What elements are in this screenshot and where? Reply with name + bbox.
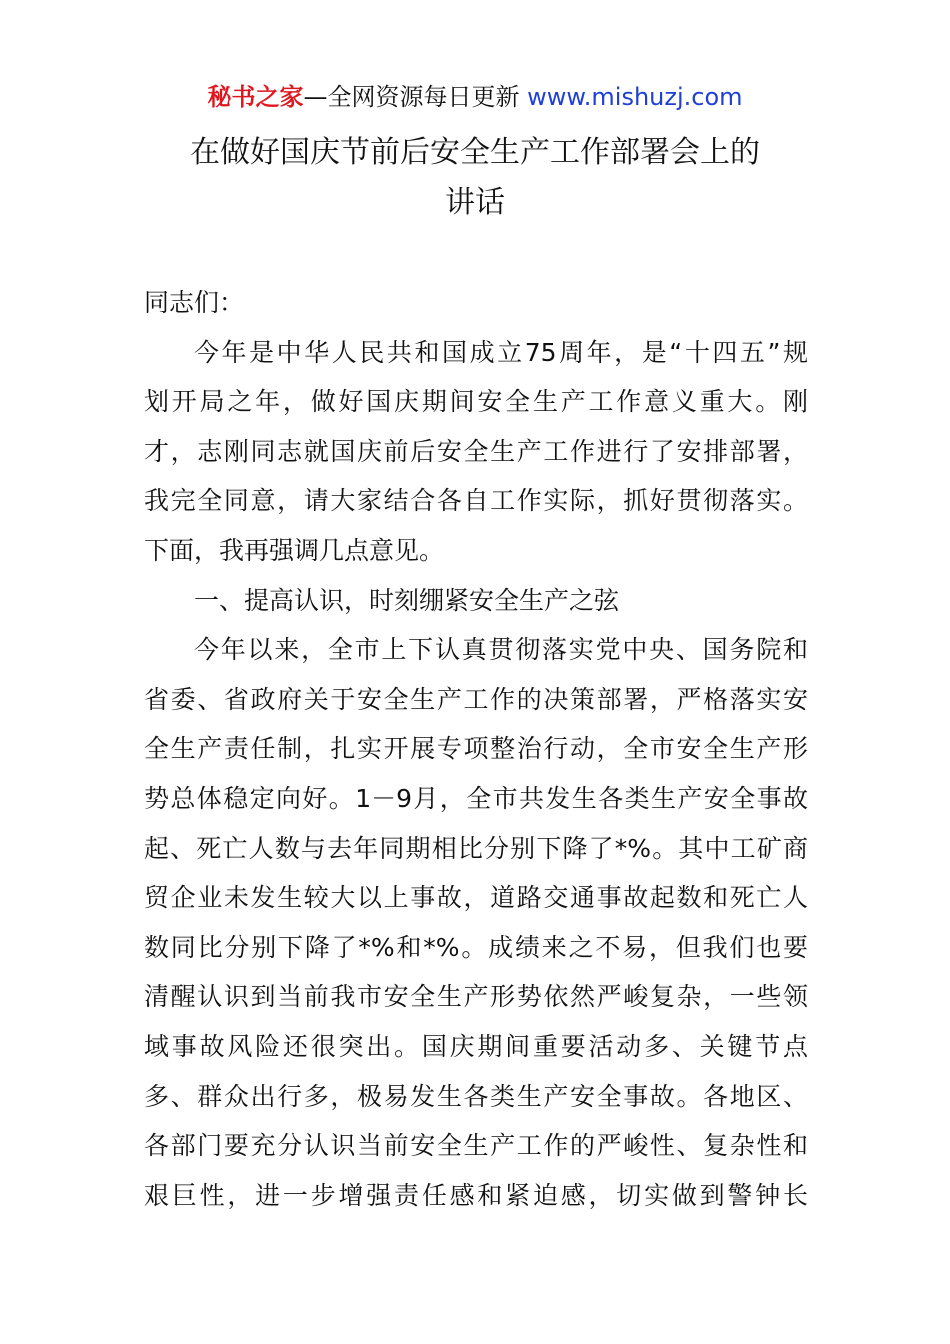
paragraph-line: 全生产责任制，扎实开展专项整治行动，全市安全生产形	[144, 734, 808, 764]
site-tagline: —全网资源每日更新	[303, 83, 520, 111]
salutation: 同志们：	[144, 288, 245, 317]
paragraph-line: 各部门要充分认识当前安全生产工作的严峻性、复杂性和	[144, 1131, 808, 1161]
paragraph-line: 今年是中华人民共和国成立75周年，是“十四五”规	[194, 337, 808, 367]
document-title	[120, 128, 830, 228]
paragraph-line: 下面，我再强调几点意见。	[144, 535, 445, 565]
paragraph-line: 我完全同意，请大家结合各自工作实际，抓好贯彻落实。	[144, 486, 808, 516]
paragraph-line: 多、群众出行多，极易发生各类生产安全事故。各地区、	[144, 1081, 808, 1111]
paragraph-line: 起、死亡人数与去年同期相比分别下降了*%。其中工矿商	[144, 833, 808, 863]
paragraph-line: 贸企业未发生较大以上事故，道路交通事故起数和死亡人	[144, 883, 808, 913]
paragraph-line: 划开局之年，做好国庆期间安全生产工作意义重大。刚	[144, 387, 808, 417]
document-body	[144, 278, 808, 1220]
paragraph-line: 域事故风险还很突出。国庆期间重要活动多、关键节点	[144, 1031, 808, 1061]
site-header	[0, 80, 950, 114]
paragraph-line: 数同比分别下降了*%和*%。成绩来之不易，但我们也要	[144, 932, 808, 962]
paragraph-line: 清醒认识到当前我市安全生产形势依然严峻复杂，一些领	[144, 982, 808, 1012]
paragraph-line: 势总体稳定向好。1－9月，全市共发生各类生产安全事故	[144, 783, 808, 813]
paragraph-line: 今年以来，全市上下认真贯彻落实党中央、国务院和	[194, 635, 808, 665]
title-line-2: 讲话	[445, 185, 505, 220]
paragraph-line: 省委、省政府关于安全生产工作的决策部署，严格落实安	[144, 684, 808, 714]
paragraph-line: 艰巨性，进一步增强责任感和紧迫感，切实做到警钟长	[144, 1180, 808, 1210]
site-url-link[interactable]: www.mishuzj.com	[527, 83, 743, 111]
site-brand: 秘书之家	[207, 83, 304, 111]
title-line-1: 在做好国庆节前后安全生产工作部署会上的	[190, 135, 760, 170]
paragraph-line: 才，志刚同志就国庆前后安全生产工作进行了安排部署，	[144, 436, 808, 466]
section-heading: 一、提高认识，时刻绷紧安全生产之弦	[194, 585, 620, 615]
